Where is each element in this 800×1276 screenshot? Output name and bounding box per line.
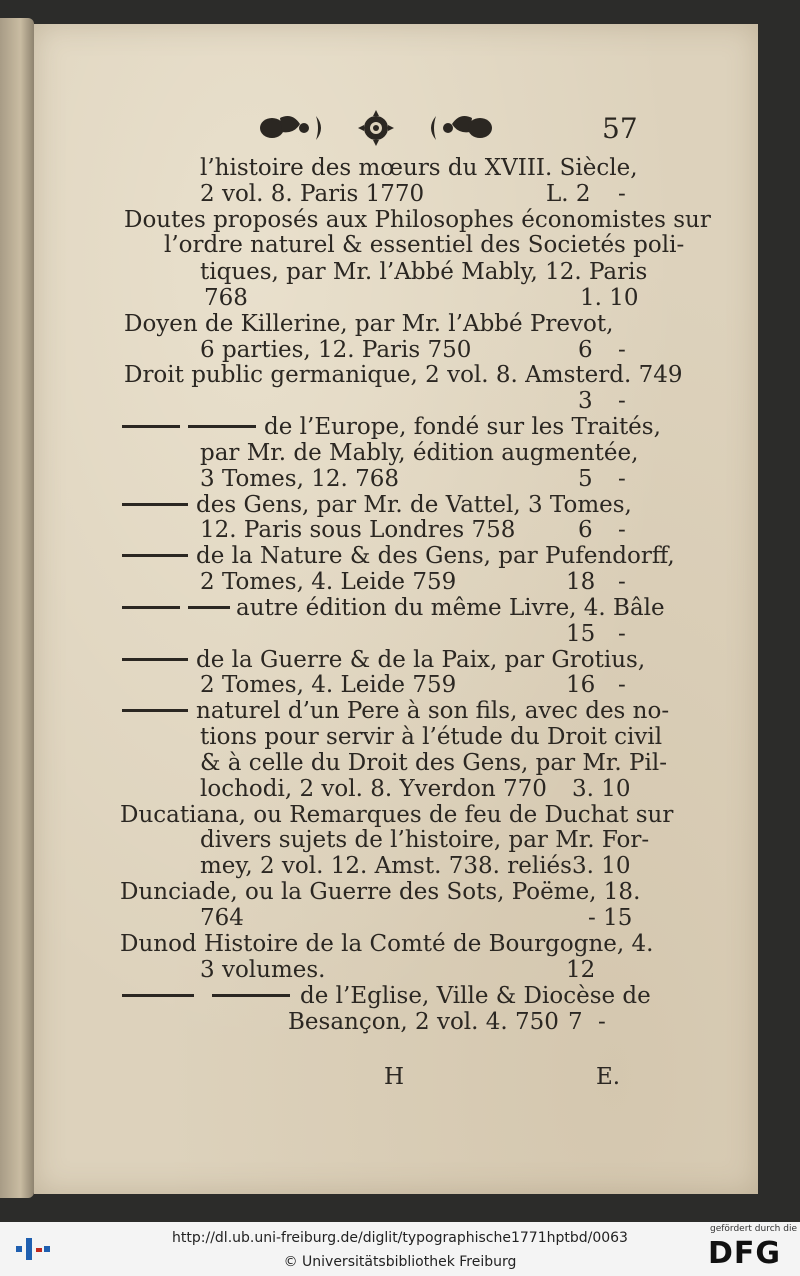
- text-line: l’ordre naturel & essentiel des Societés poli-: [164, 232, 685, 258]
- text-line: par Mr. de Mably, édition augmentée,: [200, 440, 639, 466]
- text-line: 18: [566, 569, 596, 595]
- text-line: 12. Paris sous Londres 758: [200, 517, 516, 543]
- text-line: 7: [568, 1009, 583, 1035]
- text-line: Besançon, 2 vol. 4. 750: [288, 1009, 559, 1035]
- text-line: Ducatiana, ou Remarques de feu de Duchat sur: [120, 802, 674, 828]
- dfg-logo: DFG: [708, 1236, 782, 1271]
- text-line: & à celle du Droit des Gens, par Mr. Pil-: [200, 750, 667, 776]
- text-line: -: [618, 388, 626, 414]
- text-line: 3. 10: [572, 776, 631, 802]
- text-line: 2 Tomes, 4. Leide 759: [200, 569, 457, 595]
- text-line: de l’Eglise, Ville & Diocèse de: [300, 983, 651, 1009]
- page-number: 57: [602, 112, 638, 145]
- text-line: mey, 2 vol. 12. Amst. 738. reliés: [200, 853, 572, 879]
- text-line: 6: [578, 337, 593, 363]
- text-line: Dunod Histoire de la Comté de Bourgogne, 4.: [120, 931, 654, 957]
- text-line: 3 Tomes, 12. 768: [200, 466, 399, 492]
- text-line: 1. 10: [580, 285, 639, 311]
- ditto-dash: [122, 994, 194, 997]
- text-line: 2 vol. 8. Paris 1770: [200, 181, 425, 207]
- text-line: tiques, par Mr. l’Abbé Mably, 12. Paris: [200, 259, 648, 285]
- text-line: de la Nature & des Gens, par Pufendorff,: [196, 543, 675, 569]
- text-line: 15: [566, 621, 596, 647]
- text-line: Doutes proposés aux Philosophes économistes sur: [124, 207, 711, 233]
- text-line: L. 2: [546, 181, 591, 207]
- text-line: Dunciade, ou la Guerre des Sots, Poëme, 18.: [120, 879, 641, 905]
- permalink-url[interactable]: http://dl.ub.uni-freiburg.de/diglit/typographische1771hptbd/0063: [172, 1230, 628, 1246]
- ditto-dash: [188, 606, 230, 609]
- text-line: des Gens, par Mr. de Vattel, 3 Tomes,: [196, 492, 632, 518]
- ditto-dash: [122, 709, 188, 712]
- text-line: 764: [200, 905, 244, 931]
- text-line: -: [618, 466, 626, 492]
- text-line: 2 Tomes, 4. Leide 759: [200, 672, 457, 698]
- text-line: -: [598, 1009, 606, 1035]
- text-line: lochodi, 2 vol. 8. Yverdon 770: [200, 776, 547, 802]
- text-line: Doyen de Killerine, par Mr. l’Abbé Prevot,: [124, 311, 614, 337]
- copyright-text: © Universitätsbibliothek Freiburg: [283, 1254, 517, 1270]
- text-line: 3: [578, 388, 593, 414]
- ditto-dash: [122, 606, 180, 609]
- text-line: 5: [578, 466, 593, 492]
- text-line: de la Guerre & de la Paix, par Grotius,: [196, 647, 646, 673]
- ditto-dash: [122, 425, 180, 428]
- text-line: 12: [566, 957, 596, 983]
- text-line: 3 volumes.: [200, 957, 326, 983]
- text-line: H: [384, 1064, 405, 1090]
- text-line: 6 parties, 12. Paris 750: [200, 337, 472, 363]
- text-line: tions pour servir à l’étude du Droit civil: [200, 724, 663, 750]
- text-line: divers sujets de l’histoire, par Mr. For-: [200, 827, 650, 853]
- ditto-dash: [122, 554, 188, 557]
- ditto-dash: [122, 658, 188, 661]
- ditto-dash: [212, 994, 290, 997]
- text-line: -: [618, 181, 626, 207]
- sponsor-caption: gefördert durch die: [710, 1224, 797, 1234]
- text-line: naturel d’un Pere à son fils, avec des no-: [196, 698, 670, 724]
- text-line: - 15: [588, 905, 633, 931]
- text-line: 768: [204, 285, 248, 311]
- text-line: 3. 10: [572, 853, 631, 879]
- text-line: -: [618, 517, 626, 543]
- printers-ornament-icon: [258, 108, 494, 148]
- text-line: 6: [578, 517, 593, 543]
- text-line: -: [618, 337, 626, 363]
- text-line: l’histoire des mœurs du XVIII. Siècle,: [200, 155, 638, 181]
- ditto-dash: [188, 425, 256, 428]
- text-line: -: [618, 569, 626, 595]
- text-line: autre édition du même Livre, 4. Bâle: [236, 595, 665, 621]
- text-line: Droit public germanique, 2 vol. 8. Amsterd. 749: [124, 362, 683, 388]
- text-line: de l’Europe, fondé sur les Traités,: [264, 414, 661, 440]
- text-line: -: [618, 672, 626, 698]
- text-line: -: [618, 621, 626, 647]
- ditto-dash: [122, 503, 188, 506]
- previous-page-edge: [0, 18, 34, 1198]
- text-line: E.: [596, 1064, 621, 1090]
- text-line: 16: [566, 672, 596, 698]
